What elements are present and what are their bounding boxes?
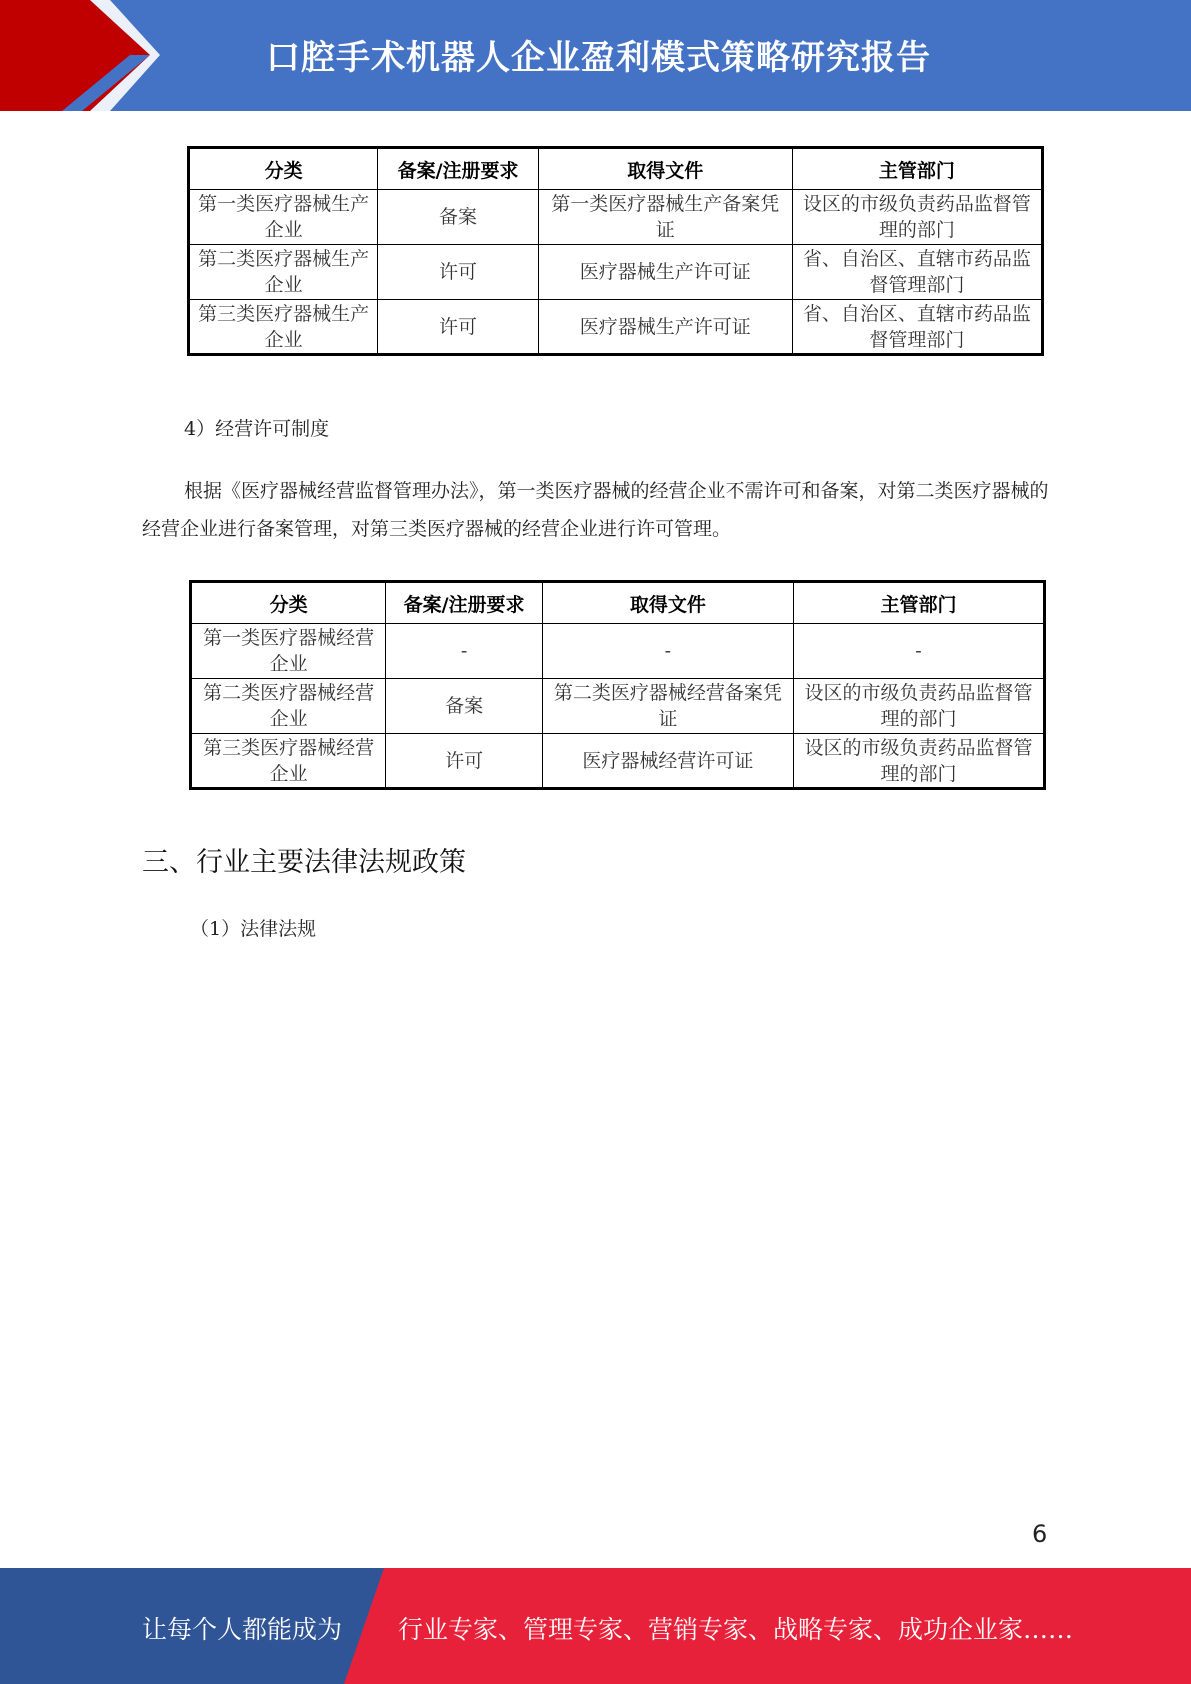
- column-header: 取得文件: [542, 582, 793, 624]
- table-cell: -: [542, 624, 793, 679]
- table-row: [191, 679, 1045, 734]
- table-header-row: [189, 148, 1043, 190]
- column-header: 取得文件: [538, 148, 792, 190]
- section-heading: 三、行业主要法律法规政策: [142, 847, 466, 878]
- table-cell: 许可: [378, 245, 538, 300]
- table-cell: 省、自治区、直辖市药品监督管理部门: [792, 245, 1042, 300]
- footer-slogan-right: 行业专家、管理专家、营销专家、战略专家、成功企业家……: [398, 1615, 1074, 1644]
- column-header: 主管部门: [793, 582, 1044, 624]
- production-license-table: [187, 146, 1044, 356]
- table-cell: 第二类医疗器械生产企业: [189, 245, 378, 300]
- table-row: [191, 734, 1045, 789]
- table-cell: 医疗器械经营许可证: [542, 734, 793, 789]
- table-cell: 第一类医疗器械生产企业: [189, 190, 378, 245]
- table-cell: 备案: [378, 190, 538, 245]
- table-header-row: [191, 582, 1045, 624]
- table-cell: 第一类医疗器械经营企业: [191, 624, 386, 679]
- subsection-title-business-license: 4）经营许可制度: [184, 418, 330, 440]
- table-cell: 医疗器械生产许可证: [538, 300, 792, 355]
- column-header: 分类: [191, 582, 386, 624]
- table-cell: -: [793, 624, 1044, 679]
- table-cell: 第三类医疗器械经营企业: [191, 734, 386, 789]
- table-cell: 许可: [386, 734, 542, 789]
- page-number: 6: [1032, 1520, 1048, 1548]
- table-row: [189, 245, 1043, 300]
- column-header: 备案/注册要求: [386, 582, 542, 624]
- subsection-title-laws: （1）法律法规: [190, 918, 317, 940]
- table-cell: 医疗器械生产许可证: [538, 245, 792, 300]
- table-cell: 设区的市级负责药品监督管理的部门: [793, 734, 1044, 789]
- table-row: [189, 300, 1043, 355]
- footer-banner: [0, 1568, 1191, 1684]
- table-cell: 许可: [378, 300, 538, 355]
- table-cell: 第一类医疗器械生产备案凭证: [538, 190, 792, 245]
- table-cell: 第二类医疗器械经营备案凭证: [542, 679, 793, 734]
- table-cell: 第三类医疗器械生产企业: [189, 300, 378, 355]
- column-header: 分类: [189, 148, 378, 190]
- table-cell: -: [386, 624, 542, 679]
- table-cell: 备案: [386, 679, 542, 734]
- body-paragraph: 根据《医疗器械经营监督管理办法》，第一类医疗器械的经营企业不需许可和备案，对第二类医疗器械的经营企业进行备案管理，对第三类医疗器械的经营企业进行许可管理。: [142, 480, 1049, 540]
- table-cell: 设区的市级负责药品监督管理的部门: [793, 679, 1044, 734]
- column-header: 主管部门: [792, 148, 1042, 190]
- report-title: 口腔手术机器人企业盈利模式策略研究报告: [266, 38, 931, 78]
- column-header: 备案/注册要求: [378, 148, 538, 190]
- table-cell: 第二类医疗器械经营企业: [191, 679, 386, 734]
- table-cell: 设区的市级负责药品监督管理的部门: [792, 190, 1042, 245]
- table-row: [191, 624, 1045, 679]
- business-license-table: [189, 580, 1046, 790]
- table-row: [189, 190, 1043, 245]
- table-cell: 省、自治区、直辖市药品监督管理部门: [792, 300, 1042, 355]
- footer-slogan-left: 让每个人都能成为: [142, 1615, 343, 1644]
- header-banner: [0, 0, 1191, 111]
